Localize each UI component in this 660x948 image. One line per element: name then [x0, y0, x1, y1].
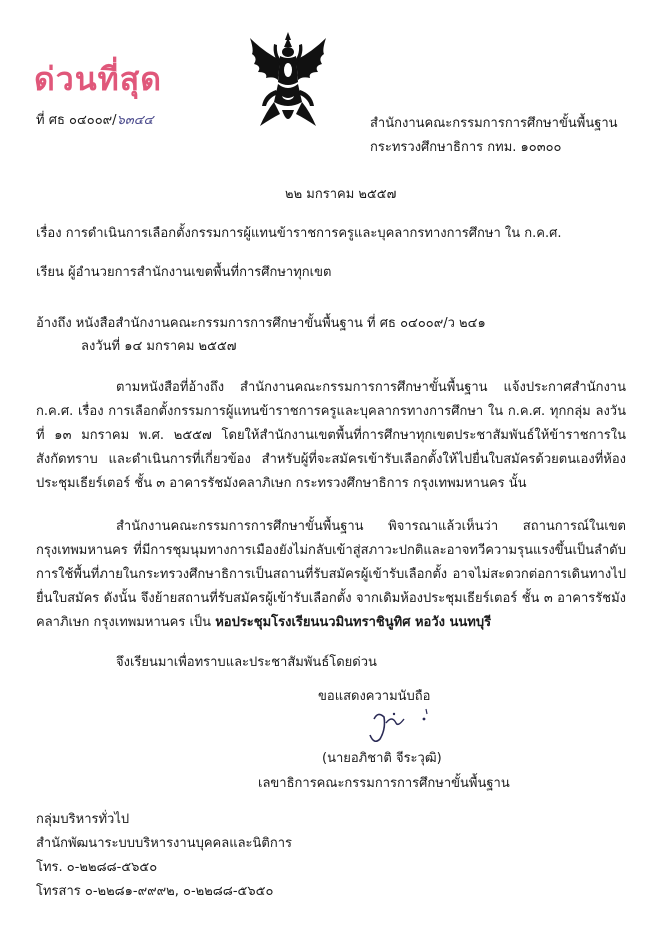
regards-line: ขอแสดงความนับถือ	[318, 689, 431, 704]
body-paragraph-2	[36, 515, 626, 635]
office-name: สำนักงานคณะกรรมการการศึกษาขั้นพื้นฐาน	[370, 116, 618, 131]
document-number	[36, 113, 153, 129]
document-date: ๒๒ มกราคม ๒๕๕๗	[285, 187, 397, 202]
footer-fax: โทรสาร ๐-๒๒๘๑-๙๙๙๒, ๐-๒๒๘๘-๕๖๕๐	[36, 884, 274, 899]
signer-name: (นายอภิชาติ จีระวุฒิ)	[322, 751, 442, 766]
addressee-line: เรียน ผู้อำนวยการสำนักงานเขตพื้นที่การศึกษาทุกเขต	[36, 265, 332, 280]
handwritten-signature	[360, 705, 440, 747]
office-address: กระทรวงศึกษาธิการ กทม. ๑๐๓๐๐	[370, 140, 562, 155]
body-paragraph-1: ตามหนังสือที่อ้างถึง สำนักงานคณะกรรมการการศึกษาขั้นพื้นฐาน แจ้งประกาศสำนักงาน ก.ค.ศ. เรื่อง การเลือกตั้งกรรมการผู้แทนข้าราชการครูและบุคลากรทางการศึกษา ใน ก.ค.ศ. ทุกกลุ่ม ลงวันที่ ๑๓ มกราคม พ.ศ. ๒๕๕๗ โดยให้สำนักงานเขตพื้นที่การศึกษาทุกเขตประชาสัมพันธ์ให้ข้าราชการในสังกัดทราบ และดำเนินการที่เกี่ยวข้อง สำหรับผู้ที่จะสมัครเข้ารับเลือกตั้งให้ไปยื่นใบสมัครด้วยตนเองที่ห้องประชุมเธียร์เตอร์ ชั้น ๓ อาคารรัชมังคลาภิเษก กระทรวงศึกษาธิการ กรุงเทพมหานคร นั้น	[36, 380, 626, 491]
document-number-handwritten: ๖๓๔๔	[116, 113, 154, 128]
urgent-stamp: ด่วนที่สุด	[34, 60, 163, 98]
footer-group: กลุ่มบริหารทั่วไป	[36, 812, 130, 827]
body-paragraph-2-text: สำนักงานคณะกรรมการการศึกษาขั้นพื้นฐาน พิจารณาแล้วเห็นว่า สถานการณ์ในเขตกรุงเทพมหานคร ที่มีการชุมนุมทางการเมืองยังไม่กลับเข้าสู่สภาวะปกติและอาจทวีความรุนแรงขึ้นเป็นลำดับ การใช้พื้นที่ภายในกระทรวงศึกษาธิการเป็นสถานที่รับสมัครผู้เข้ารับเลือกตั้ง อาจไม่สะดวกต่อการเดินทางไปยื่นใบสมัคร ดังนั้น จึงย้ายสถานที่รับสมัครผู้เข้ารับเลือกตั้ง จากเดิมห้องประชุมเธียร์เตอร์ ชั้น ๓ อาคารรัชมังคลาภิเษก กรุงเทพมหานคร เป็น	[36, 519, 626, 630]
document-number-prefix: ที่ ศธ ๐๔๐๐๙/	[36, 113, 117, 128]
footer-bureau: สำนักพัฒนาระบบบริหารงานบุคคลและนิติการ	[36, 836, 293, 851]
closing-line: จึงเรียนมาเพื่อทราบและประชาสัมพันธ์โดยด่วน	[116, 655, 377, 670]
subject-line: เรื่อง การดำเนินการเลือกตั้งกรรมการผู้แทนข้าราชการครูและบุคลากรทางการศึกษา ใน ก.ค.ศ.	[36, 226, 562, 241]
garuda-emblem-icon	[246, 30, 330, 130]
reference-line: อ้างถึง หนังสือสำนักงานคณะกรรมการการศึกษาขั้นพื้นฐาน ที่ ศธ ๐๔๐๐๙/ว ๒๔๑	[36, 316, 486, 331]
signer-position: เลขาธิการคณะกรรมการการศึกษาขั้นพื้นฐาน	[258, 776, 510, 791]
footer-phone: โทร. ๐-๒๒๘๘-๕๖๕๐	[36, 860, 158, 875]
new-venue: หอประชุมโรงเรียนนวมินทราชินูทิศ หอวัง นนทบุรี	[215, 615, 492, 630]
reference-date: ลงวันที่ ๑๔ มกราคม ๒๕๕๗	[81, 339, 237, 354]
